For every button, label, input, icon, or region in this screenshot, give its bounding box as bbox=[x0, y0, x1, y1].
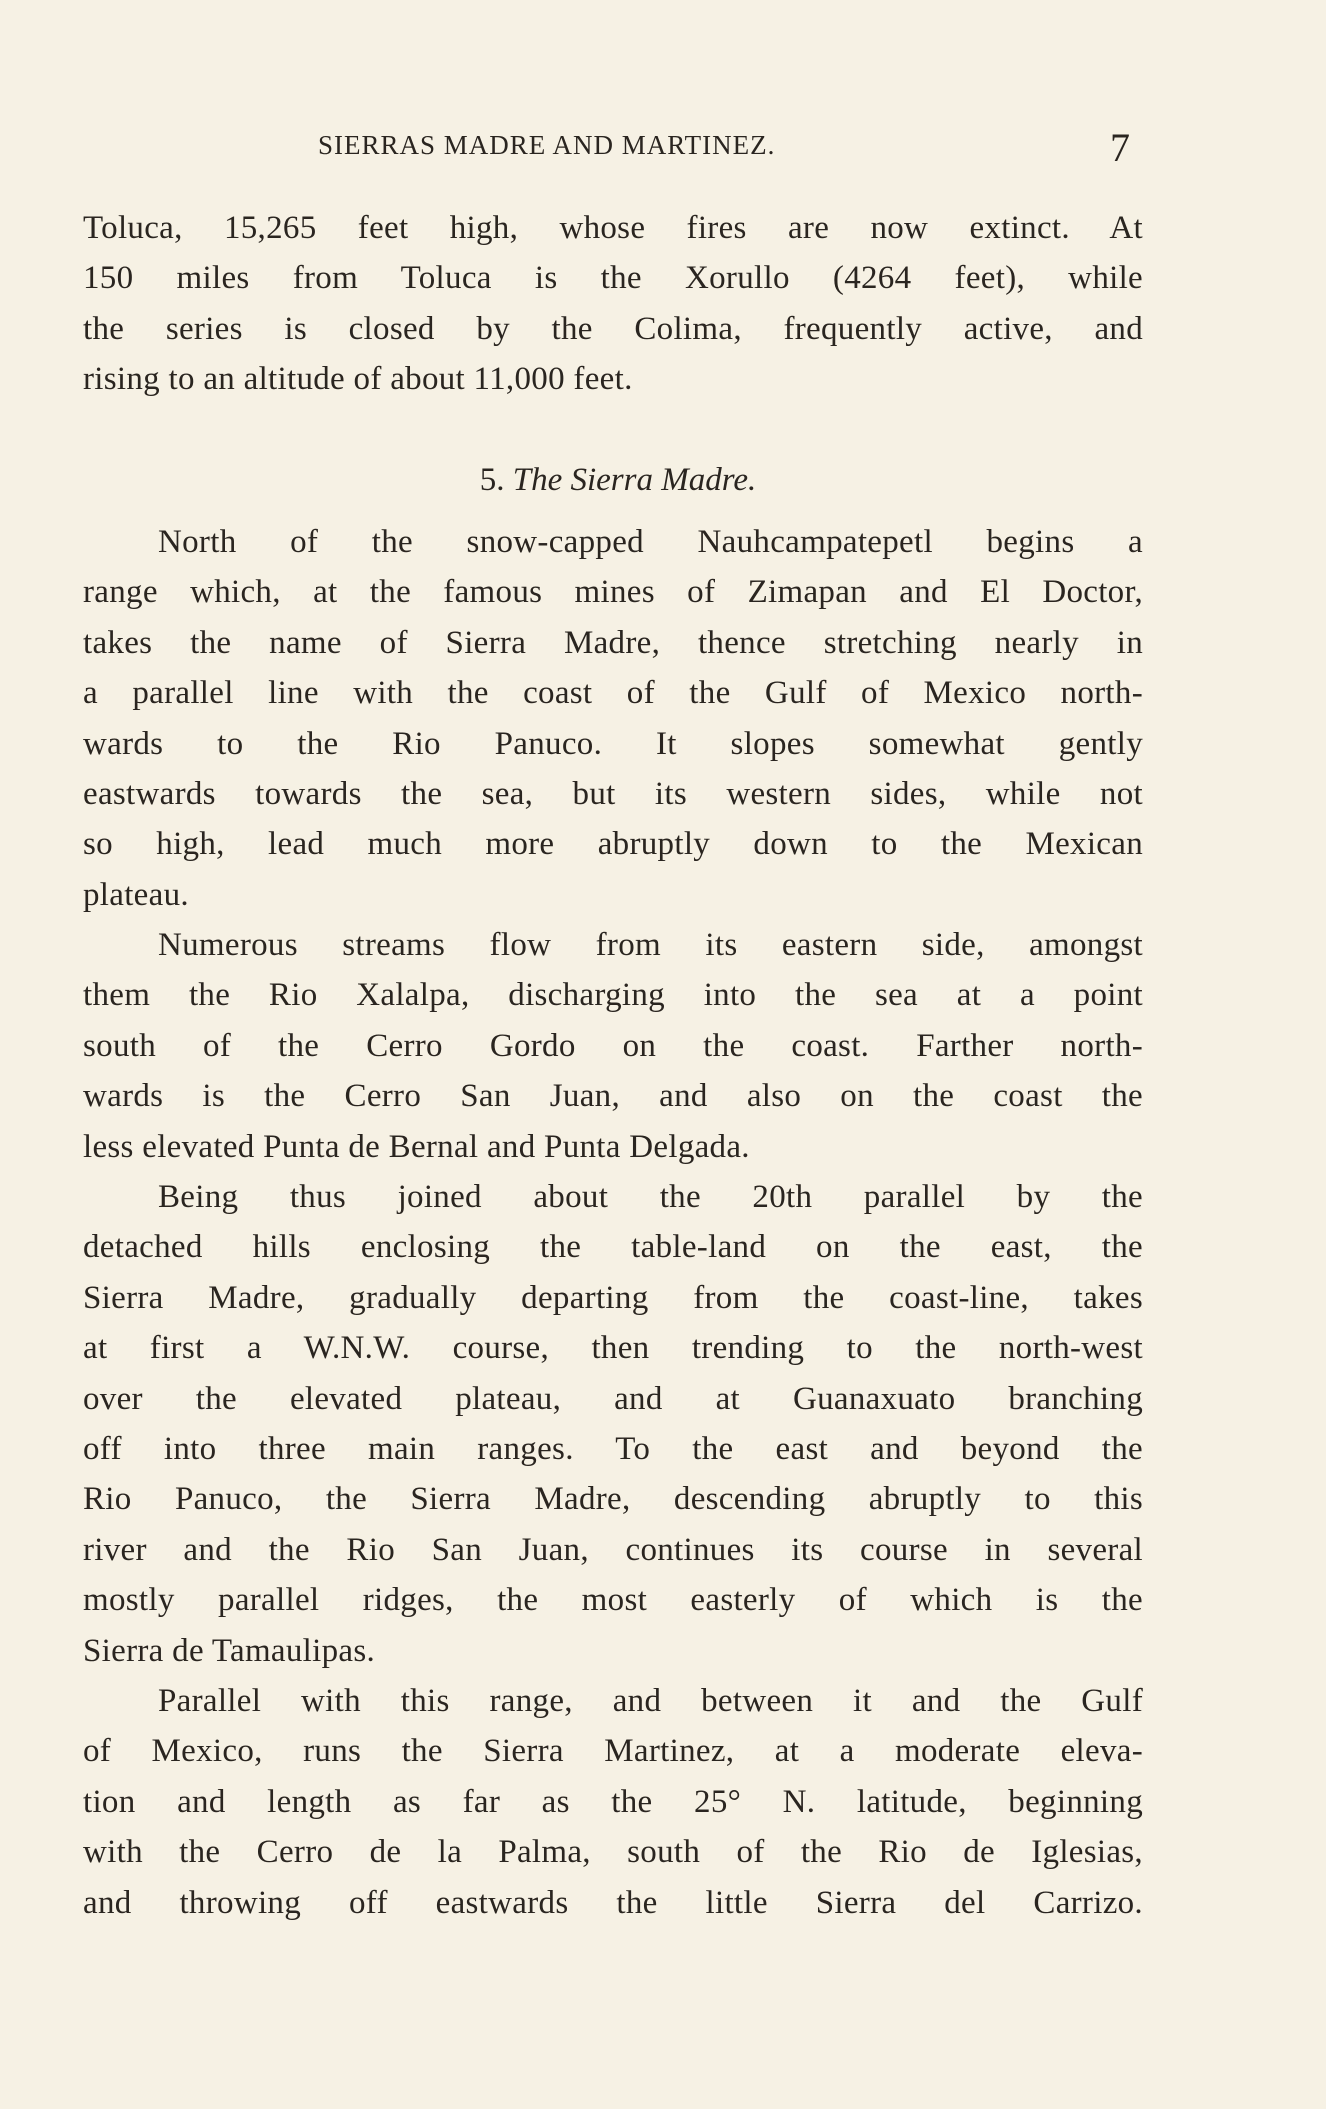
text-line: at first a W.N.W. course, then trending to the north-west bbox=[83, 1330, 1143, 1367]
text-line: and throwing off eastwards the little Sierra del Carrizo. bbox=[83, 1884, 1143, 1921]
running-title: SIERRAS MADRE AND MARTINEZ. bbox=[318, 130, 776, 160]
text-line: North of the snow-capped Nauhcampatepetl begins a bbox=[158, 523, 1143, 560]
text-line: with the Cerro de la Palma, south of the Rio de Iglesias, bbox=[83, 1834, 1143, 1871]
text-line: wards to the Rio Panuco. It slopes somewhat gently bbox=[83, 725, 1143, 762]
text-line: Parallel with this range, and between it and the Gulf bbox=[158, 1682, 1143, 1719]
body-text bbox=[83, 203, 1143, 1928]
text-line: range which, at the famous mines of Zimapan and El Doctor, bbox=[83, 574, 1143, 611]
text-line: south of the Cerro Gordo on the coast. Farther north- bbox=[83, 1027, 1143, 1064]
text-line: detached hills enclosing the table-land on the east, the bbox=[83, 1229, 1143, 1266]
text-line: Rio Panuco, the Sierra Madre, descending abruptly to this bbox=[83, 1481, 1143, 1518]
text-line: 150 miles from Toluca is the Xorullo (4264 feet), while bbox=[83, 260, 1143, 297]
text-line: over the elevated plateau, and at Guanaxuato branching bbox=[83, 1380, 1143, 1417]
text-line: wards is the Cerro San Juan, and also on the coast the bbox=[83, 1078, 1143, 1115]
page-number: 7 bbox=[1110, 125, 1130, 170]
text-line: off into three main ranges. To the east and beyond the bbox=[83, 1430, 1143, 1467]
text-line: less elevated Punta de Bernal and Punta Delgada. bbox=[83, 1128, 750, 1165]
text-line: them the Rio Xalalpa, discharging into the sea at a point bbox=[83, 977, 1143, 1014]
text-line: river and the Rio San Juan, continues its course in several bbox=[83, 1531, 1143, 1568]
text-line: of Mexico, runs the Sierra Martinez, at a moderate eleva- bbox=[83, 1733, 1143, 1770]
text-line: plateau. bbox=[83, 876, 189, 913]
text-line: a parallel line with the coast of the Gulf of Mexico north- bbox=[83, 675, 1143, 712]
text-line: Sierra de Tamaulipas. bbox=[83, 1632, 376, 1669]
section-number: 5. bbox=[479, 461, 505, 498]
section-heading bbox=[83, 455, 1143, 505]
text-line: mostly parallel ridges, the most easterly of which is the bbox=[83, 1582, 1143, 1619]
text-line: Numerous streams flow from its eastern side, amongst bbox=[158, 927, 1143, 964]
running-head bbox=[0, 124, 1326, 174]
text-line: Sierra Madre, gradually departing from the coast-line, takes bbox=[83, 1279, 1143, 1316]
text-line: Toluca, 15,265 feet high, whose fires are now extinct. At bbox=[83, 210, 1143, 246]
text-line: Being thus joined about the 20th parallel by the bbox=[158, 1179, 1143, 1216]
text-line: the series is closed by the Colima, frequently active, and bbox=[83, 310, 1143, 347]
text-line: so high, lead much more abruptly down to the Mexican bbox=[83, 826, 1143, 863]
section-title: The Sierra Madre. bbox=[512, 461, 757, 498]
text-line: takes the name of Sierra Madre, thence stretching nearly in bbox=[83, 624, 1143, 661]
text-line: eastwards towards the sea, but its western sides, while not bbox=[83, 775, 1143, 812]
text-line: rising to an altitude of about 11,000 feet. bbox=[83, 361, 633, 398]
text-line: tion and length as far as the 25° N. latitude, beginning bbox=[83, 1783, 1143, 1820]
